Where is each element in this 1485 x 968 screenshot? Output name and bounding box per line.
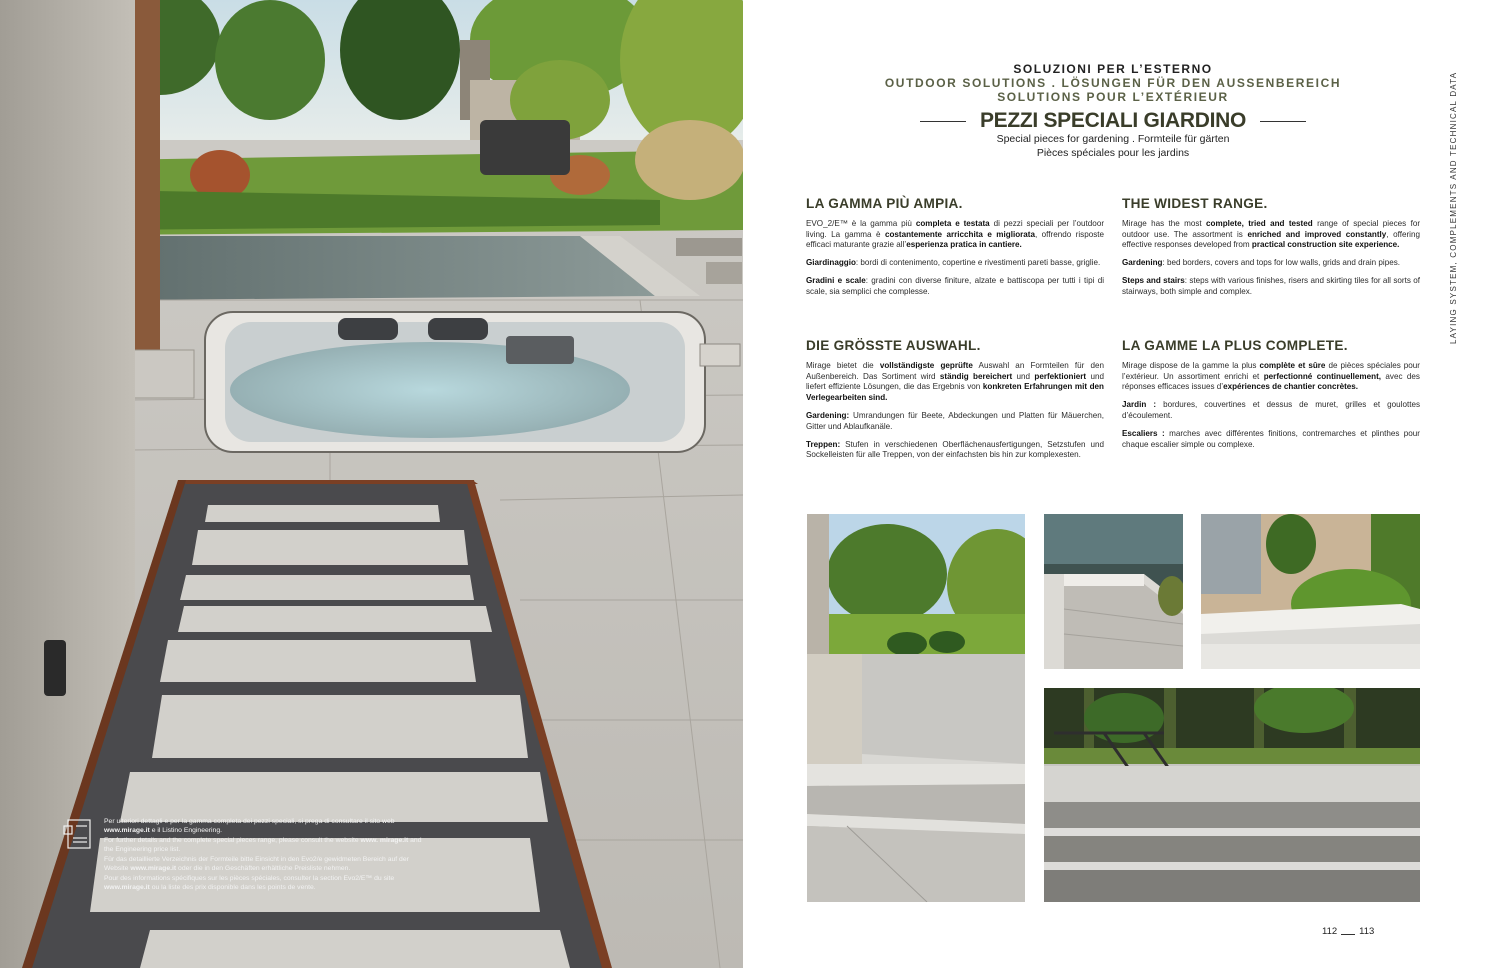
page-numbers bbox=[1322, 926, 1374, 937]
heading-english: THE WIDEST RANGE. bbox=[1122, 196, 1268, 211]
page-number-left: 112 bbox=[1322, 926, 1338, 937]
page-number-right: 113 bbox=[1359, 926, 1375, 937]
text-block-french bbox=[1122, 338, 1421, 457]
page-subtitle-french: Pièces spéciales pour les jardins bbox=[1036, 147, 1190, 159]
title-rule-right bbox=[1260, 121, 1306, 122]
page-subtitle: Special pieces for gardening . Formteile für gärten bbox=[996, 133, 1230, 145]
note-it: Per ulteriori dettagli e per la gamma completa dei pezzi speciali, si prega di consultare il sito web www.mirage.it e il Listino Engineering. bbox=[104, 818, 395, 834]
website-link[interactable]: www.mirage.it bbox=[104, 883, 150, 891]
text-block-italian bbox=[806, 196, 1105, 305]
heading-german: DIE GRÖSSTE AUSWAHL. bbox=[806, 338, 981, 353]
note-en: For further details and the complete special pieces range, please consult the website www. mirage.it and the Engineering price list. bbox=[104, 837, 422, 853]
page-number-separator bbox=[1341, 934, 1355, 935]
section-kicker-translations: OUTDOOR SOLUTIONS . LÖSUNGEN FÜR DEN AUSSENBEREICH bbox=[884, 76, 1342, 90]
stairs-italian: Gradini e scale: gradini con diverse finiture, alzate e battiscopa per tutti i tipi di scale, sia semplici che complesse. bbox=[806, 275, 1104, 296]
note-fr: Pour des informations spécifiques sur les pièces spéciales, consulter la section Evo2/E™ du site www.mirage.it ou la liste des prix disponible dans les points de vente. bbox=[104, 875, 395, 891]
gardening-english: Gardening: bed borders, covers and tops for low walls, grids and drain pipes. bbox=[1122, 258, 1401, 268]
gardening-french: Jardin : bordures, couvertines et dessus de muret, grilles et goulottes d’écoulement. bbox=[1122, 400, 1420, 420]
gardening-german: Gardening: Umrandungen für Beete, Abdeckungen und Platten für Mäuerchen, Gitter und Ablaufkanäle. bbox=[806, 410, 1104, 431]
website-link[interactable]: www.mirage.it bbox=[104, 826, 150, 834]
website-link[interactable]: www. mirage.it bbox=[360, 837, 409, 844]
website-link[interactable]: www.mirage.it bbox=[130, 864, 177, 872]
intro-french: Mirage dispose de la gamme la plus complète et sûre de pièces spéciales pour l’extérieur. Un assortiment enrichi et perfectionné continuellement, avec des réponses efficaces issues d’expériences de chantier concrètes. bbox=[1122, 360, 1421, 392]
stairs-german: Treppen: Stufen in verschiedenen Oberflächenausfertigungen, Setzstufen und Sockelleisten für alle Treppen, von der einfachsten bis hin zur komplexesten. bbox=[806, 439, 1104, 460]
text-block-german bbox=[806, 338, 1105, 468]
stairs-french: Escaliers : marches avec différentes finitions, contremarches et plinthes pour chaque escalier simple ou complexe. bbox=[1122, 428, 1420, 449]
heading-italian: LA GAMMA PIÙ AMPIA. bbox=[806, 196, 963, 211]
side-section-label: LAYING SYSTEM, COMPLEMENTS AND TECHNICAL DATA bbox=[1449, 71, 1458, 344]
photo-terrace-steps bbox=[807, 514, 1025, 902]
page-title-row bbox=[906, 108, 1320, 134]
gardening-italian: Giardinaggio: bordi di contenimento, copertine e rivestimenti pareti basse, griglie. bbox=[806, 258, 1101, 268]
stairs-english: Steps and stairs: steps with various finishes, risers and skirting tiles for all sorts of stairways, both simple and complex. bbox=[1122, 275, 1420, 296]
heading-french: LA GAMME LA PLUS COMPLETE. bbox=[1122, 338, 1348, 353]
photo-wall-coping bbox=[1044, 514, 1183, 669]
section-kicker: SOLUZIONI PER L’ESTERNO bbox=[1013, 62, 1213, 76]
page-title: PEZZI SPECIALI GIARDINO bbox=[979, 109, 1247, 132]
intro-german: Mirage bietet die vollständigste geprüfte Auswahl an Formteilen für den Außenbereich. Das Sortiment wird ständig bereichert und perfektioniert und liefert effiziente Lösungen, die das Ergebnis von konkreten Erfahrungen mit den Verlegearbeiten sind. bbox=[806, 360, 1105, 403]
photo-pool-stairs bbox=[1044, 688, 1420, 902]
note-de: Für das detaillierte Verzeichnis der Formteile bitte Einsicht in den Evo2/e gewidmeten Bereich auf der Website www.mirage.it oder die in den Geschäften erhältliche Preisliste nehmen. bbox=[104, 856, 409, 872]
photo-planter-box bbox=[1201, 514, 1420, 669]
section-kicker-french: SOLUTIONS POUR L’EXTÉRIEUR bbox=[997, 90, 1229, 104]
intro-italian: EVO_2/E™ è la gamma più completa e testata di pezzi speciali per l’outdoor living. La gamma è costantemente arricchita e migliorata, offrendo risposte efficaci maturante grazie all’esperienza pratica in cantiere. bbox=[806, 218, 1105, 250]
reference-note bbox=[62, 818, 432, 894]
intro-english: Mirage has the most complete, tried and tested range of special pieces for outdoor use. The assortment is enriched and improved constantly, offering effective responses developed from practical construction site experience. bbox=[1122, 218, 1421, 250]
title-rule-left bbox=[920, 121, 966, 122]
text-block-english bbox=[1122, 196, 1421, 305]
info-document-icon bbox=[62, 818, 96, 850]
